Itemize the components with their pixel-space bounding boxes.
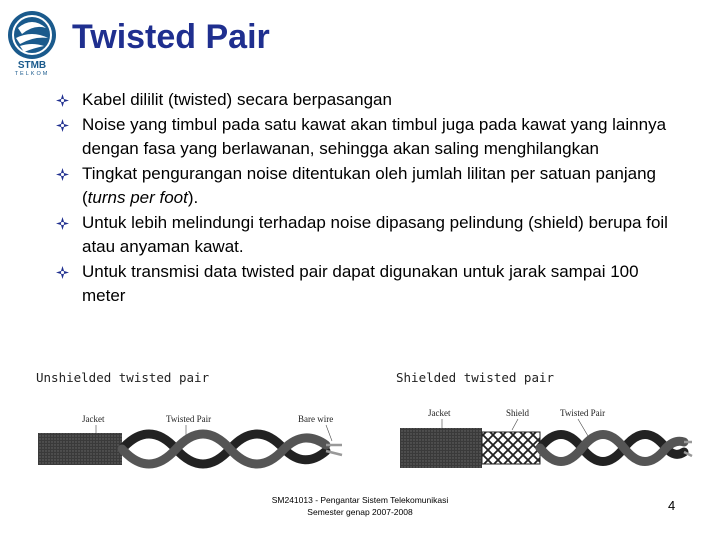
bullet-list: [56, 88, 676, 309]
diamond-bullet-icon: [56, 266, 69, 279]
slide-title: Twisted Pair: [72, 18, 270, 56]
utp-label-bare-wire: Bare wire: [298, 414, 334, 424]
utp-label-jacket: Jacket: [82, 414, 105, 424]
logo-text: STMB: [17, 60, 47, 71]
bullet-item: [56, 260, 676, 309]
logo-subtext: TELKOM: [14, 71, 50, 76]
diamond-bullet-icon: [56, 168, 69, 181]
diamond-bullet-icon: [56, 217, 69, 230]
bullet-text: Noise yang timbul pada satu kawat akan timbul juga pada kawat yang lainnya dengan fasa yang berlawanan, sehingga akan saling menghilangkan: [82, 114, 667, 158]
diamond-bullet-icon: [56, 94, 69, 107]
stp-cable-illustration: [398, 400, 694, 476]
stp-caption: Shielded twisted pair: [396, 370, 555, 385]
bullet-item: [56, 113, 676, 162]
footer-line-1: SM241013 - Pengantar Sistem Telekomunikasi: [271, 495, 449, 505]
utp-label-twisted-pair: Twisted Pair: [166, 414, 212, 424]
bullet-emphasis: turns per foot: [87, 188, 188, 207]
footer-line-2: Semester genap 2007-2008: [307, 507, 413, 517]
bullet-text: Untuk lebih melindungi terhadap noise dipasang pelindung (shield) berupa foil atau anyaman kawat.: [82, 212, 668, 256]
stp-label-jacket: Jacket: [428, 408, 451, 418]
utp-caption: Unshielded twisted pair: [36, 370, 210, 385]
utp-cable-illustration: [36, 405, 348, 475]
footer: [230, 494, 490, 518]
bullet-item: [56, 162, 676, 211]
bullet-text: Kabel dililit (twisted) secara berpasangan: [82, 90, 392, 109]
page-number: 4: [668, 498, 676, 513]
stp-label-twisted-pair: Twisted Pair: [560, 408, 606, 418]
bullet-item: [56, 88, 676, 113]
diamond-bullet-icon: [56, 119, 69, 132]
stp-label-shield: Shield: [506, 408, 530, 418]
bullet-item: [56, 211, 676, 260]
bullet-text: Untuk transmisi data twisted pair dapat digunakan untuk jarak sampai 100 meter: [82, 261, 639, 305]
bullet-text: Tingkat pengurangan noise ditentukan oleh jumlah lilitan per satuan panjang (turns per foot).: [82, 163, 656, 207]
stmb-logo: [4, 8, 60, 76]
